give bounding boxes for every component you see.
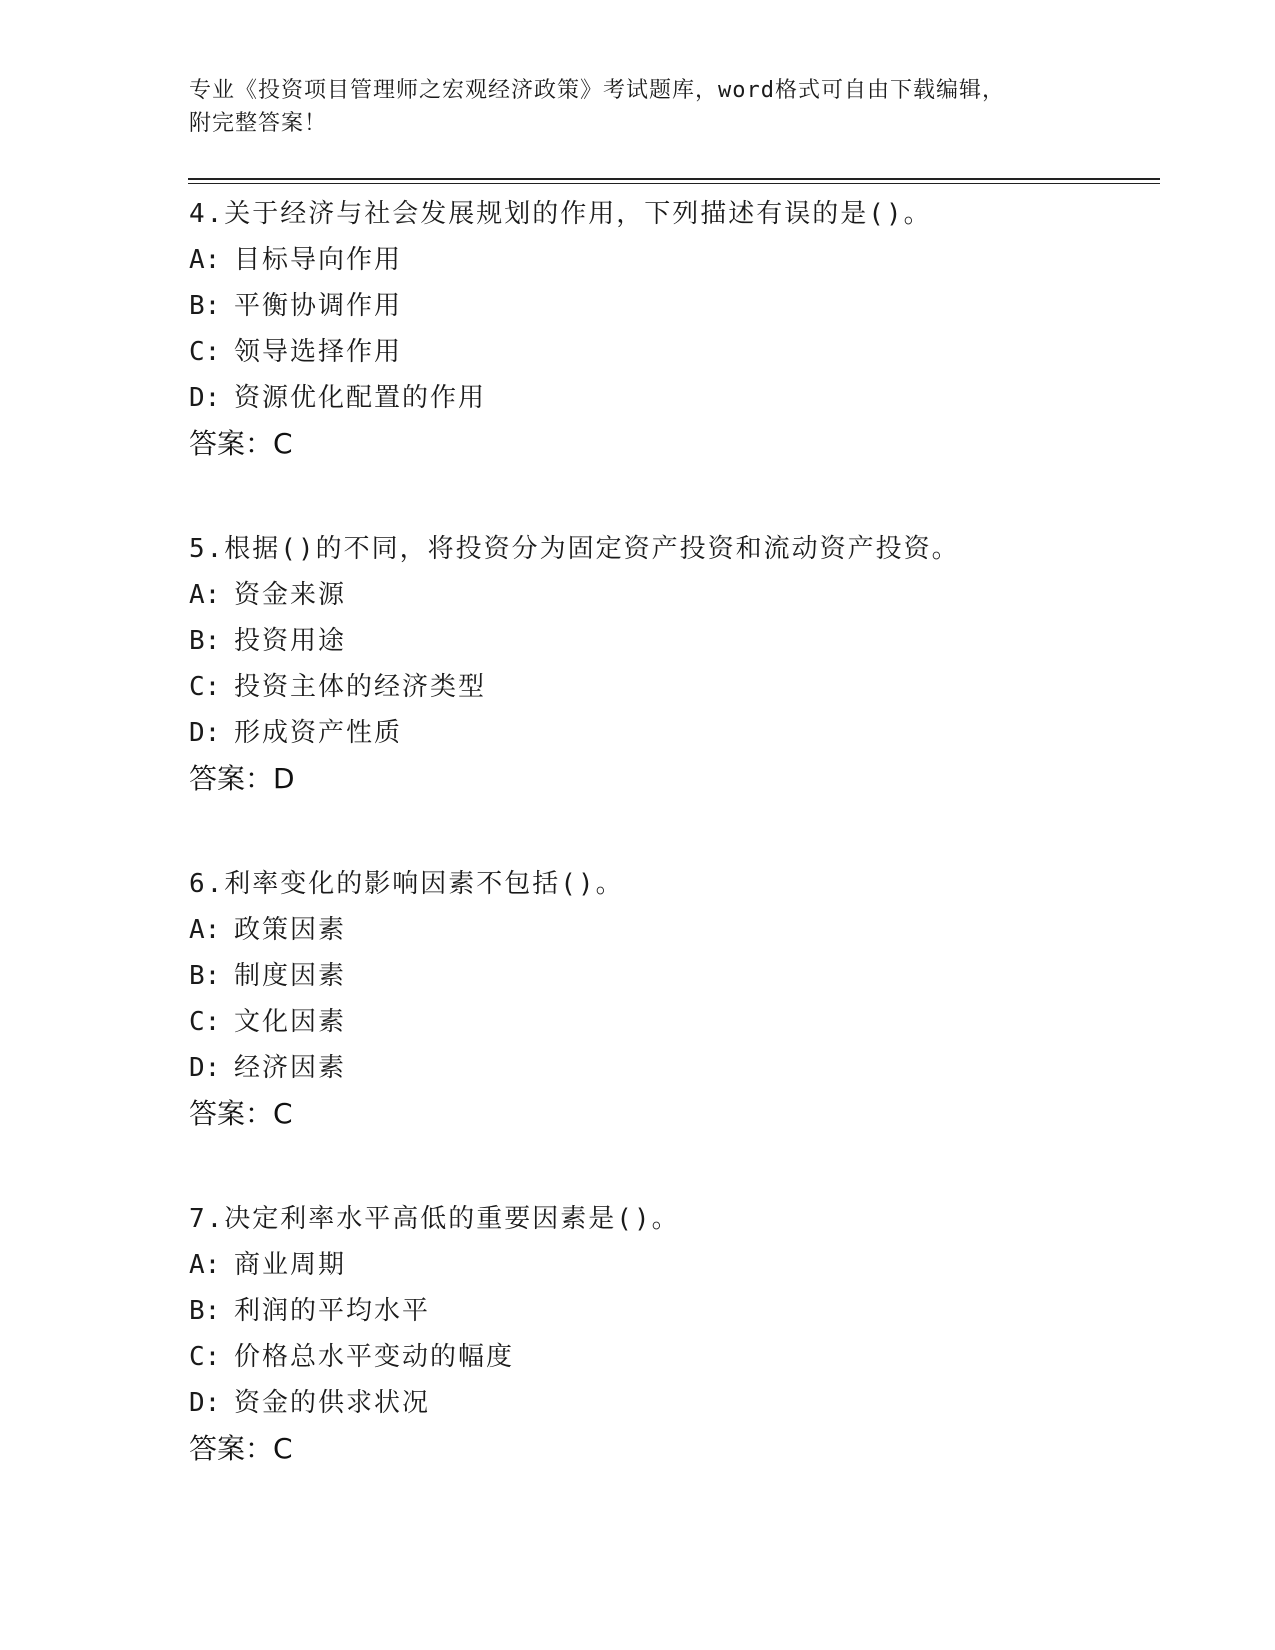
option-c bbox=[189, 999, 1149, 1045]
option-text: 经济因素 bbox=[234, 1053, 347, 1083]
option-b bbox=[189, 1288, 1149, 1334]
question-item bbox=[189, 1196, 1149, 1472]
answer-line: 答案：D bbox=[189, 762, 295, 795]
option-letter: C: bbox=[189, 1342, 221, 1372]
question-list bbox=[189, 191, 1149, 1531]
option-letter: B: bbox=[189, 626, 221, 656]
option-text: 投资用途 bbox=[234, 626, 347, 656]
option-c bbox=[189, 329, 1149, 375]
option-text: 资金来源 bbox=[234, 580, 347, 610]
header-line-1: 专业《投资项目管理师之宏观经济政策》考试题库，word格式可自由下载编辑， bbox=[189, 78, 1005, 103]
option-letter: D: bbox=[189, 718, 221, 748]
option-letter: D: bbox=[189, 1053, 221, 1083]
question-item bbox=[189, 526, 1149, 802]
header-divider-thick bbox=[188, 178, 1160, 180]
answer-line: 答案：C bbox=[189, 1432, 293, 1465]
option-letter: C: bbox=[189, 337, 221, 367]
option-letter: D: bbox=[189, 383, 221, 413]
option-d bbox=[189, 1045, 1149, 1091]
option-a bbox=[189, 1242, 1149, 1288]
question-stem: 7.决定利率水平高低的重要因素是()。 bbox=[189, 1204, 680, 1234]
answer-line: 答案：C bbox=[189, 427, 293, 460]
option-letter: C: bbox=[189, 1007, 221, 1037]
option-c bbox=[189, 1334, 1149, 1380]
question-item bbox=[189, 861, 1149, 1137]
option-b bbox=[189, 953, 1149, 999]
option-text: 领导选择作用 bbox=[234, 337, 403, 367]
option-text: 资金的供求状况 bbox=[234, 1388, 431, 1418]
option-text: 文化因素 bbox=[234, 1007, 347, 1037]
option-letter: B: bbox=[189, 1296, 221, 1326]
option-text: 制度因素 bbox=[234, 961, 347, 991]
option-d bbox=[189, 375, 1149, 421]
header-divider-thin bbox=[188, 183, 1160, 184]
question-stem: 5.根据()的不同，将投资分为固定资产投资和流动资产投资。 bbox=[189, 534, 960, 564]
option-letter: D: bbox=[189, 1388, 221, 1418]
option-text: 投资主体的经济类型 bbox=[234, 672, 487, 702]
option-letter: B: bbox=[189, 961, 221, 991]
option-d bbox=[189, 1380, 1149, 1426]
option-text: 目标导向作用 bbox=[234, 245, 403, 275]
option-letter: A: bbox=[189, 580, 221, 610]
option-d bbox=[189, 710, 1149, 756]
option-text: 平衡协调作用 bbox=[234, 291, 403, 321]
option-text: 资源优化配置的作用 bbox=[234, 383, 487, 413]
option-letter: A: bbox=[189, 915, 221, 945]
option-letter: C: bbox=[189, 672, 221, 702]
option-text: 商业周期 bbox=[234, 1250, 347, 1280]
question-stem: 6.利率变化的影响因素不包括()。 bbox=[189, 869, 624, 899]
question-stem: 4.关于经济与社会发展规划的作用，下列描述有误的是()。 bbox=[189, 199, 932, 229]
option-a bbox=[189, 572, 1149, 618]
option-c bbox=[189, 664, 1149, 710]
question-item bbox=[189, 191, 1149, 467]
option-letter: A: bbox=[189, 1250, 221, 1280]
option-text: 政策因素 bbox=[234, 915, 347, 945]
document-header bbox=[189, 74, 1089, 140]
option-letter: A: bbox=[189, 245, 221, 275]
option-a bbox=[189, 907, 1149, 953]
option-text: 利润的平均水平 bbox=[234, 1296, 431, 1326]
option-b bbox=[189, 283, 1149, 329]
option-letter: B: bbox=[189, 291, 221, 321]
option-a bbox=[189, 237, 1149, 283]
option-b bbox=[189, 618, 1149, 664]
header-line-2: 附完整答案！ bbox=[189, 111, 328, 136]
option-text: 价格总水平变动的幅度 bbox=[234, 1342, 515, 1372]
answer-line: 答案：C bbox=[189, 1097, 293, 1130]
option-text: 形成资产性质 bbox=[234, 718, 403, 748]
